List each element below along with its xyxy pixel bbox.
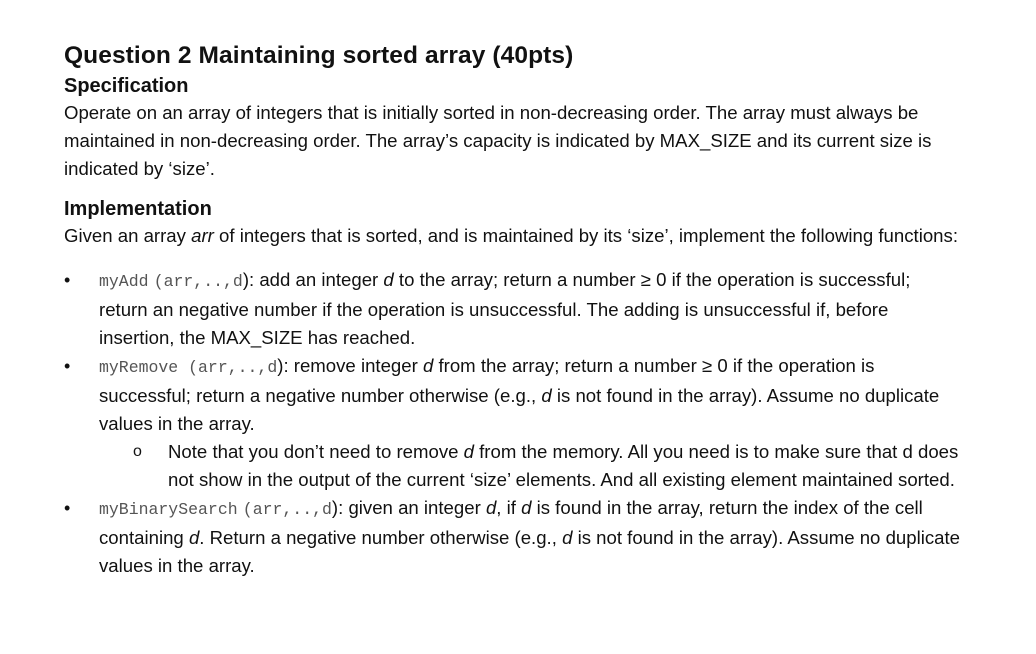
function-name: myAdd bbox=[99, 272, 149, 291]
bullet-icon: • bbox=[64, 356, 71, 376]
function-desc-rest: to the array; return a number ≥ 0 if the operation is successful; return an negative number if the operation is unsuccessful. The adding is unsuccessful if, before insertion, the MAX_SIZE has reached. bbox=[99, 269, 911, 348]
intro-var-arr: arr bbox=[191, 225, 214, 246]
function-desc-mid: from the array; return a number ≥ 0 if the operation is successful; return a negative number otherwise (e.g., bbox=[99, 355, 875, 406]
note-item bbox=[99, 438, 964, 494]
function-name: myBinarySearch bbox=[99, 500, 238, 519]
bullet-icon: • bbox=[64, 498, 71, 518]
specification-heading: Specification bbox=[64, 75, 189, 97]
function-desc-rest: is not found in the array). Assume no duplicate values in the array. bbox=[99, 527, 960, 576]
function-desc-rest: is not found in the array). Assume no duplicate values in the array. bbox=[99, 385, 940, 434]
circle-bullet-icon: o bbox=[133, 443, 142, 460]
function-desc: remove integer bbox=[288, 355, 423, 376]
function-desc-mid: , if bbox=[496, 497, 522, 518]
function-args-close: ): bbox=[331, 497, 344, 518]
implementation-intro bbox=[64, 222, 964, 250]
document-page bbox=[64, 40, 964, 580]
var-d: d bbox=[521, 497, 532, 518]
var-d: d bbox=[422, 355, 434, 376]
var-d: d bbox=[463, 441, 474, 462]
function-item-mybinarysearch bbox=[64, 494, 964, 580]
question-title: Question 2 Maintaining sorted array (40pts) bbox=[64, 42, 574, 69]
function-item-myremove bbox=[64, 352, 964, 494]
var-d: d bbox=[485, 497, 497, 518]
function-name: myRemove bbox=[99, 358, 189, 377]
function-desc-mid3: . Return a negative number otherwise (e.g., bbox=[199, 527, 563, 548]
bullet-icon: • bbox=[64, 270, 71, 290]
function-desc: add an integer bbox=[254, 269, 384, 290]
note-text: Note that you don’t need to remove bbox=[168, 441, 464, 462]
intro-text-before: Given an array bbox=[64, 225, 192, 246]
function-args-close: ): bbox=[242, 269, 255, 290]
function-desc-mid2: is found in the array, return the index of the cell containing bbox=[99, 497, 923, 548]
intro-text-after: of integers that is sorted, and is maintained by its ‘size’, implement the following functions: bbox=[213, 225, 958, 246]
var-d: d bbox=[188, 527, 200, 548]
function-args: (arr,..,d bbox=[242, 500, 332, 519]
function-args-close: ): bbox=[277, 355, 289, 376]
var-d: d bbox=[541, 385, 552, 406]
function-item-myadd bbox=[64, 266, 964, 352]
note-list bbox=[99, 438, 964, 494]
var-d: d bbox=[383, 269, 394, 290]
implementation-heading: Implementation bbox=[64, 198, 212, 220]
var-d: d bbox=[562, 527, 573, 548]
function-args: (arr,..,d bbox=[153, 272, 243, 291]
function-args: (arr,..,d bbox=[188, 358, 278, 377]
function-list bbox=[64, 266, 964, 580]
function-desc: given an integer bbox=[343, 497, 486, 518]
note-text-rest: from the memory. All you need is to make sure that d does not show in the output of the current ‘size’ elements. And all existing element maintained sorted. bbox=[168, 441, 959, 490]
specification-body: Operate on an array of integers that is initially sorted in non-decreasing order. The array must always be maintained in non-decreasing order. The array’s capacity is indicated by MAX_SIZE and its current size is indicated by ‘size’. bbox=[64, 102, 932, 179]
